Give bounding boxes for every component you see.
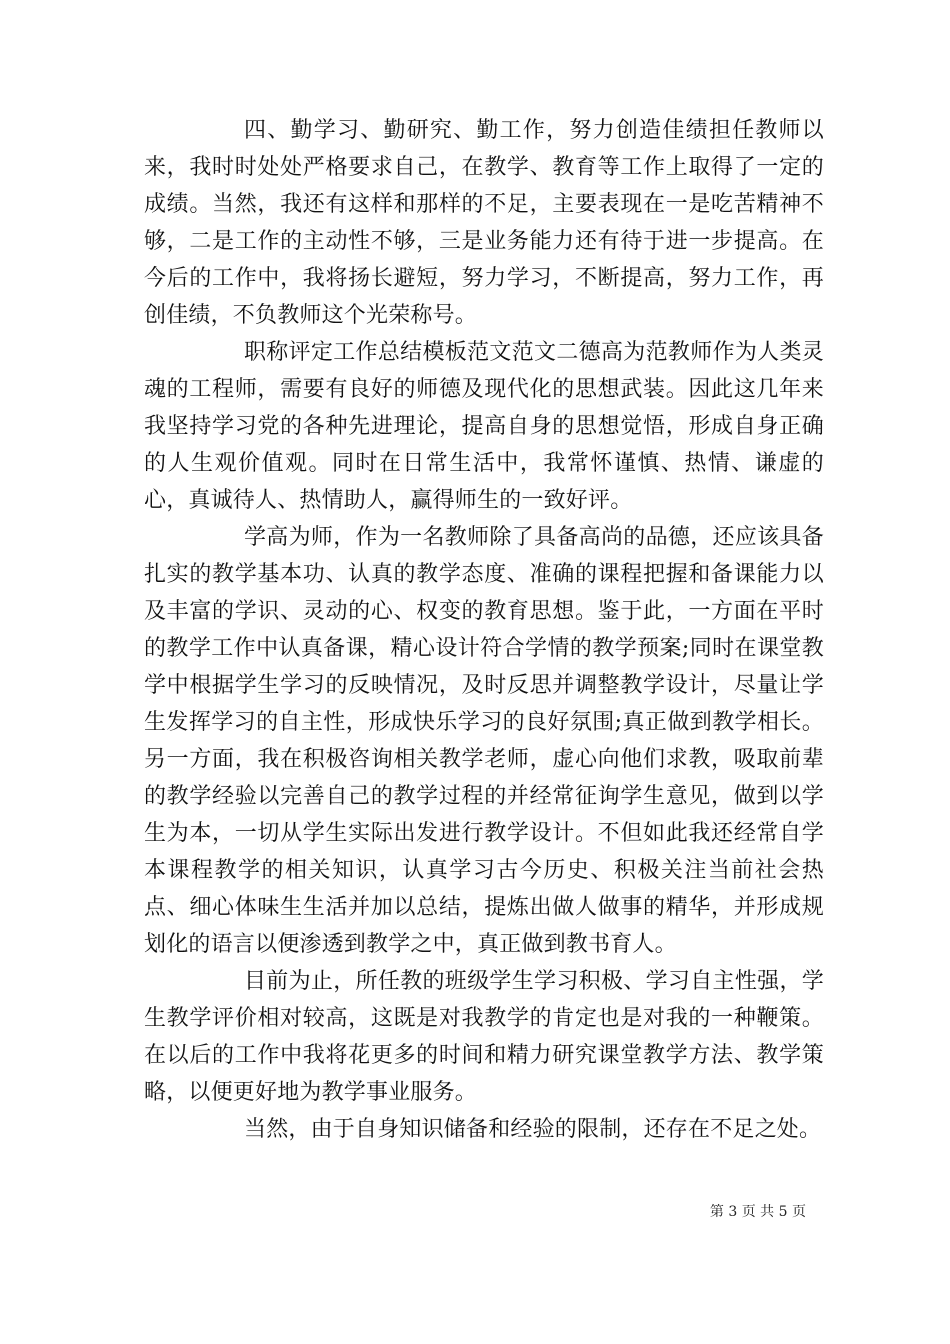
page-number-footer: 第 3 页 共 5 页 [709,1204,806,1220]
document-body [144,112,824,1148]
paragraph-3: 学高为师，作为一名教师除了具备高尚的品德，还应该具备扎实的教学基本功、认真的教学态度、准确的课程把握和备课能力以及丰富的学识、灵动的心、权变的教育思想。鉴于此，一方面在平时的教学工作中认真备课，精心设计符合学情的教学预案;同时在课堂教学中根据学生学习的反映情况，及时反思并调整教学设计，尽量让学生发挥学习的自主性，形成快乐学习的良好氛围;真正做到教学相长。另一方面，我在积极咨询相关教学老师，虚心向他们求教，吸取前辈的教学经验以完善自己的教学过程的并经常征询学生意见，做到以学生为本，一切从学生实际出发进行教学设计。不但如此我还经常自学本课程教学的相关知识，认真学习古今历史、积极关注当前社会热点、细心体味生生活并加以总结，提炼出做人做事的精华，并形成规划化的语言以便渗透到教学之中，真正做到教书育人。 [144,525,824,957]
paragraph-5: 当然，由于自身知识储备和经验的限制，还存在不足之处。 [244,1117,822,1142]
paragraph-4: 目前为止，所任教的班级学生学习积极、学习自主性强，学生教学评价相对较高，这既是对我教学的肯定也是对我的一种鞭策。在以后的工作中我将花更多的时间和精力研究课堂教学方法、教学策略，以便更好地为教学事业服务。 [144,969,824,1105]
paragraph-1: 四、勤学习、勤研究、勤工作，努力创造佳绩担任教师以来，我时时处处严格要求自己，在教学、教育等工作上取得了一定的成绩。当然，我还有这样和那样的不足，主要表现在一是吃苦精神不够，二是工作的主动性不够，三是业务能力还有待于进一步提高。在今后的工作中，我将扬长避短，努力学习，不断提高，努力工作，再创佳绩，不负教师这个光荣称号。 [144,118,824,328]
paragraph-2: 职称评定工作总结模板范文范文二德高为范教师作为人类灵魂的工程师，需要有良好的师德及现代化的思想武装。因此这几年来我坚持学习党的各种先进理论，提高自身的思想觉悟，形成自身正确的人生观价值观。同时在日常生活中，我常怀谨慎、热情、谦虚的心，真诚待人、热情助人，赢得师生的一致好评。 [144,340,824,513]
